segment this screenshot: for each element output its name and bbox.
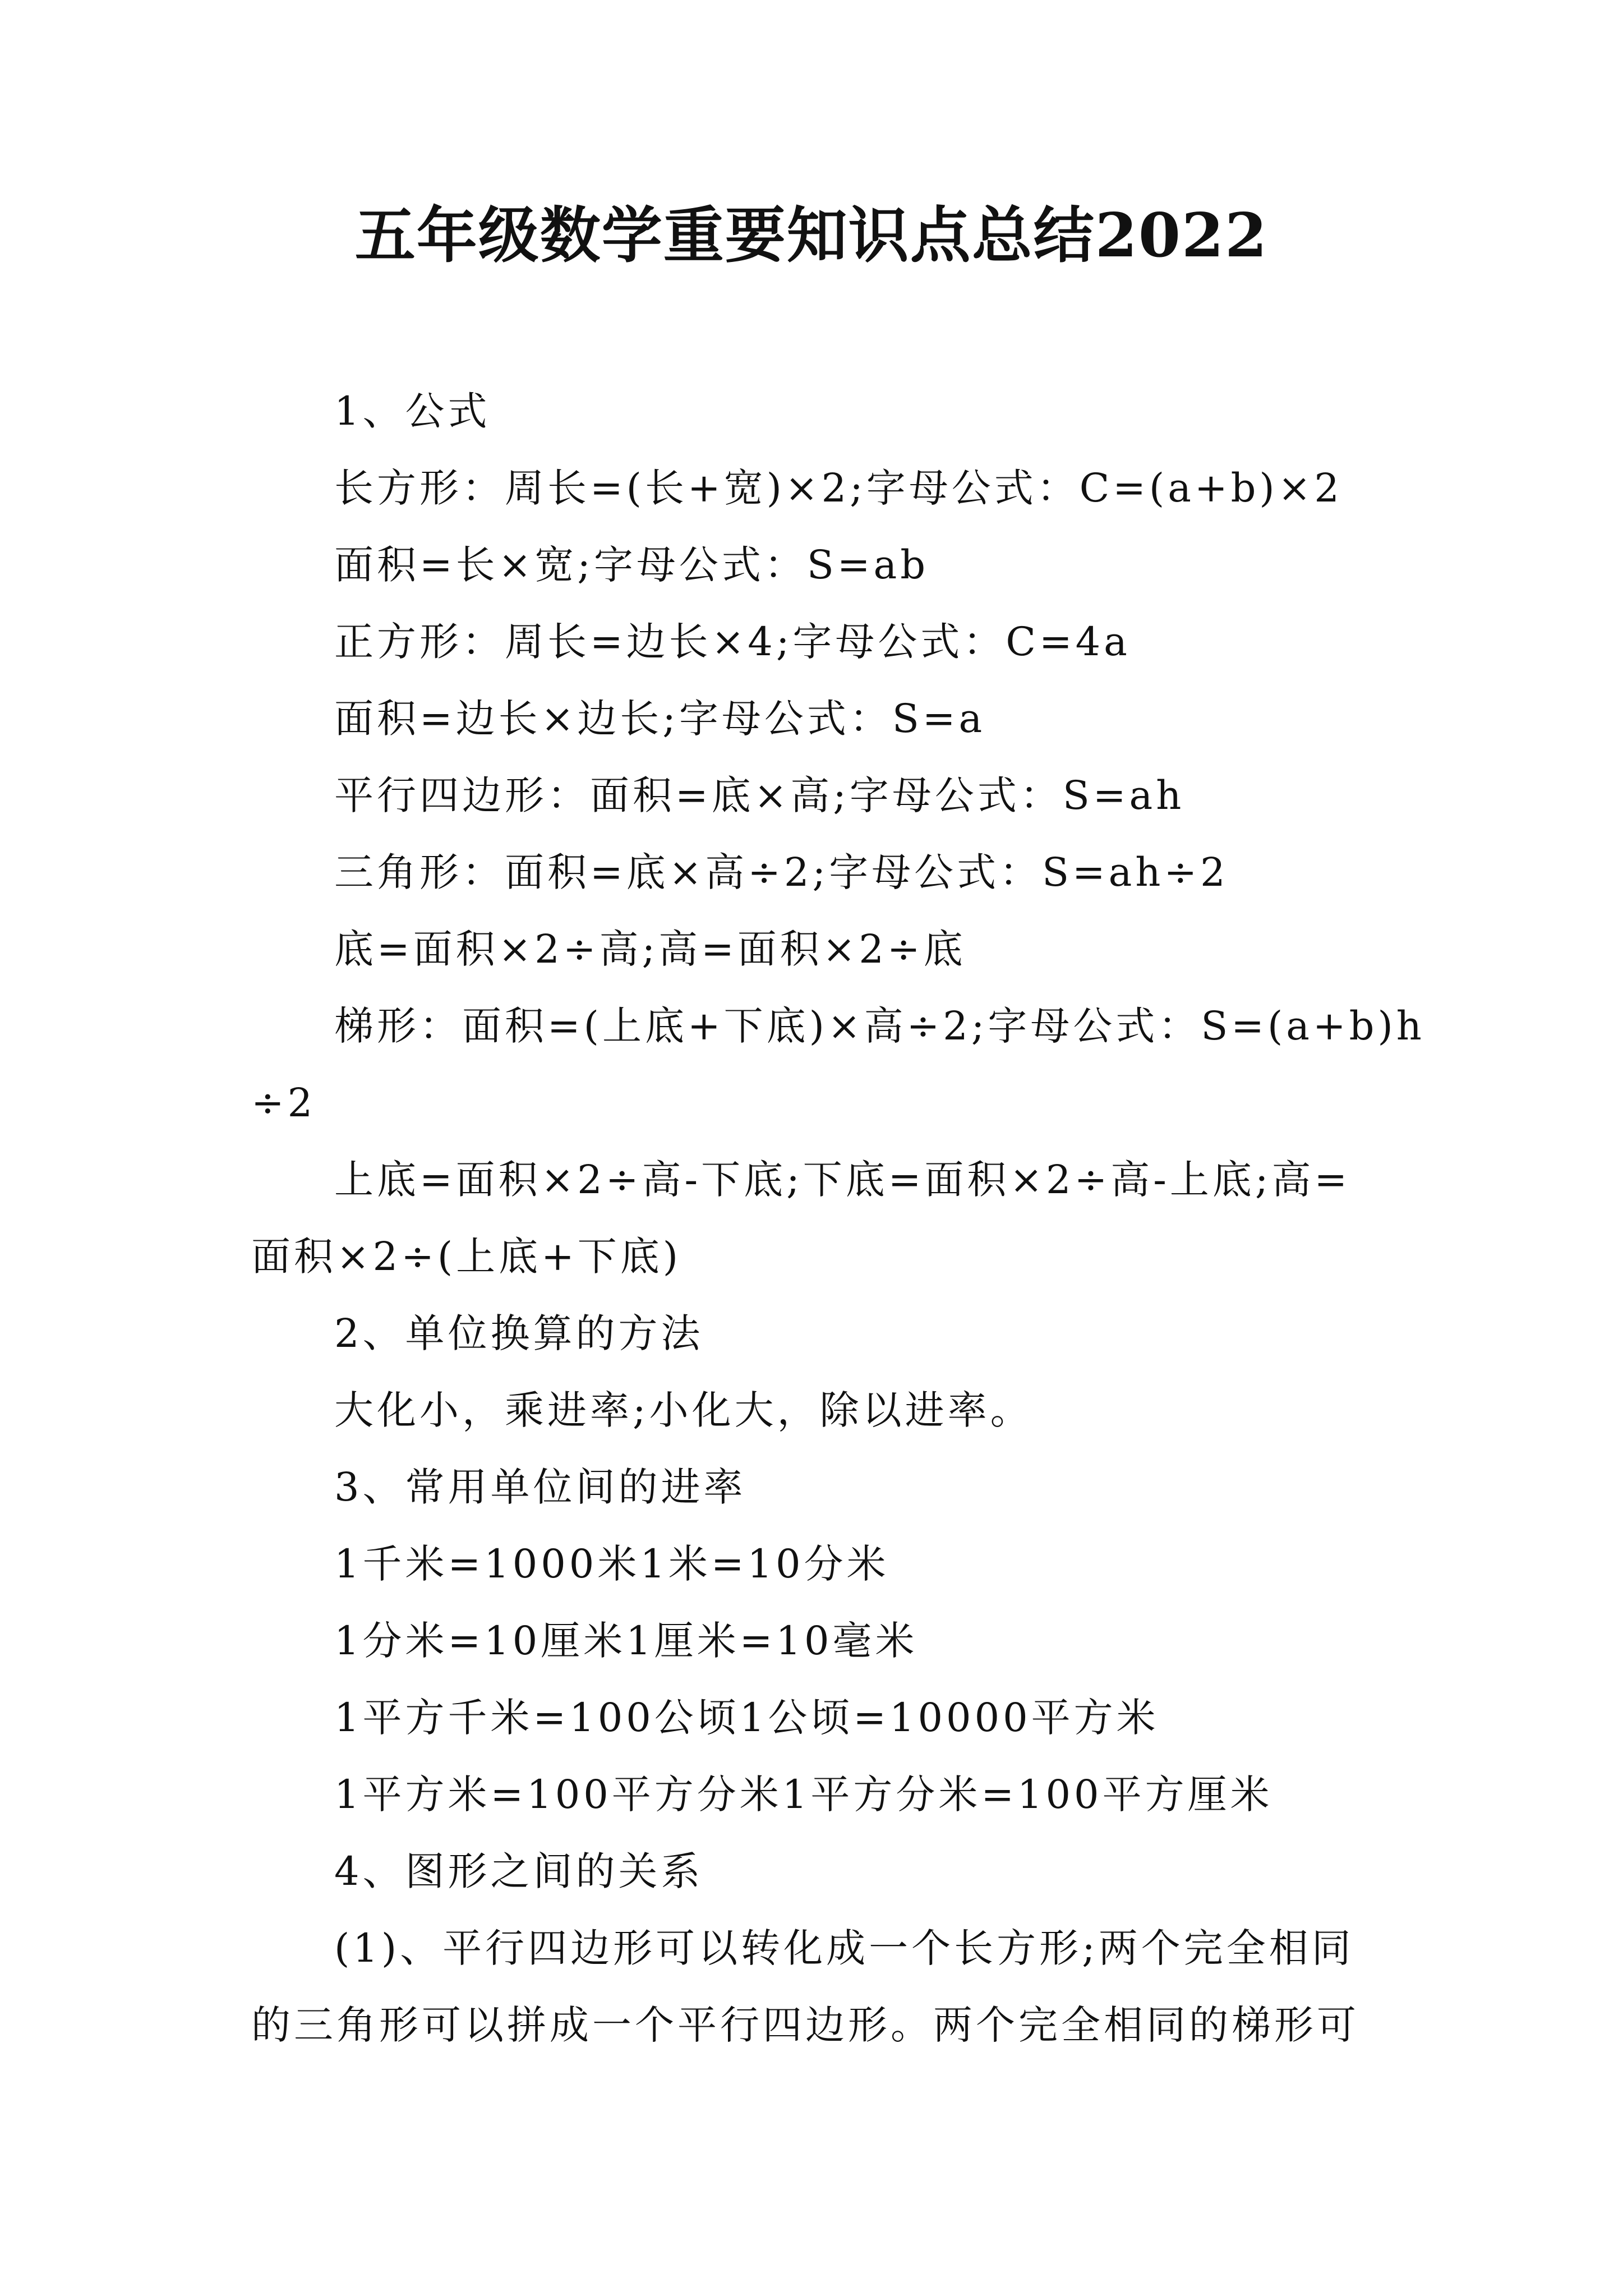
parallelogram-area-line: 平行四边形：面积=底×高;字母公式：S=ah [334,772,1185,818]
heading-common-units: 3、常用单位间的进率 [334,1464,746,1510]
heading-unit-conversion: 2、单位换算的方法 [334,1310,704,1356]
trapezoid-area-line: 梯形：面积=(上底+下底)×高÷2;字母公式：S=(a+b)h [334,1003,1425,1049]
heading-shape-relations: 4、图形之间的关系 [334,1848,704,1894]
rectangle-area-line: 面积=长×宽;字母公式：S=ab [334,542,929,588]
trapezoid-bases-line: 上底=面积×2÷高-下底;下底=面积×2÷高-上底;高= [334,1157,1351,1203]
rectangle-perimeter-line: 长方形：周长=(长+宽)×2;字母公式：C=(a+b)×2 [334,465,1343,511]
document-body [251,373,1425,2064]
triangle-base-height-line: 底=面积×2÷高;高=面积×2÷底 [334,926,966,972]
length-units-line-1: 1千米=1000米1米=10分米 [334,1541,889,1587]
unit-conversion-rule: 大化小，乘进率;小化大，除以进率。 [334,1387,1033,1433]
triangle-area-line: 三角形：面积=底×高÷2;字母公式：S=ah÷2 [334,849,1229,895]
document-title: 五年级数学重要知识点总结2022 [354,200,1269,271]
shape-relation-line-1: (1)、平行四边形可以转化成一个长方形;两个完全相同 [334,1925,1354,1971]
shape-relation-continuation: 的三角形可以拼成一个平行四边形。两个完全相同的梯形可 [251,2002,1359,2048]
trapezoid-height-continuation: 面积×2÷(上底+下底) [251,1234,682,1280]
heading-formulas: 1、公式 [334,388,491,434]
area-units-line-1: 1平方千米=100公顷1公顷=10000平方米 [334,1695,1159,1741]
length-units-line-2: 1分米=10厘米1厘米=10毫米 [334,1618,918,1664]
square-area-line: 面积=边长×边长;字母公式：S=a [334,696,986,742]
square-perimeter-line: 正方形：周长=边长×4;字母公式：C=4a [334,619,1131,665]
trapezoid-area-continuation: ÷2 [251,1080,316,1126]
area-units-line-2: 1平方米=100平方分米1平方分米=100平方厘米 [334,1772,1273,1818]
